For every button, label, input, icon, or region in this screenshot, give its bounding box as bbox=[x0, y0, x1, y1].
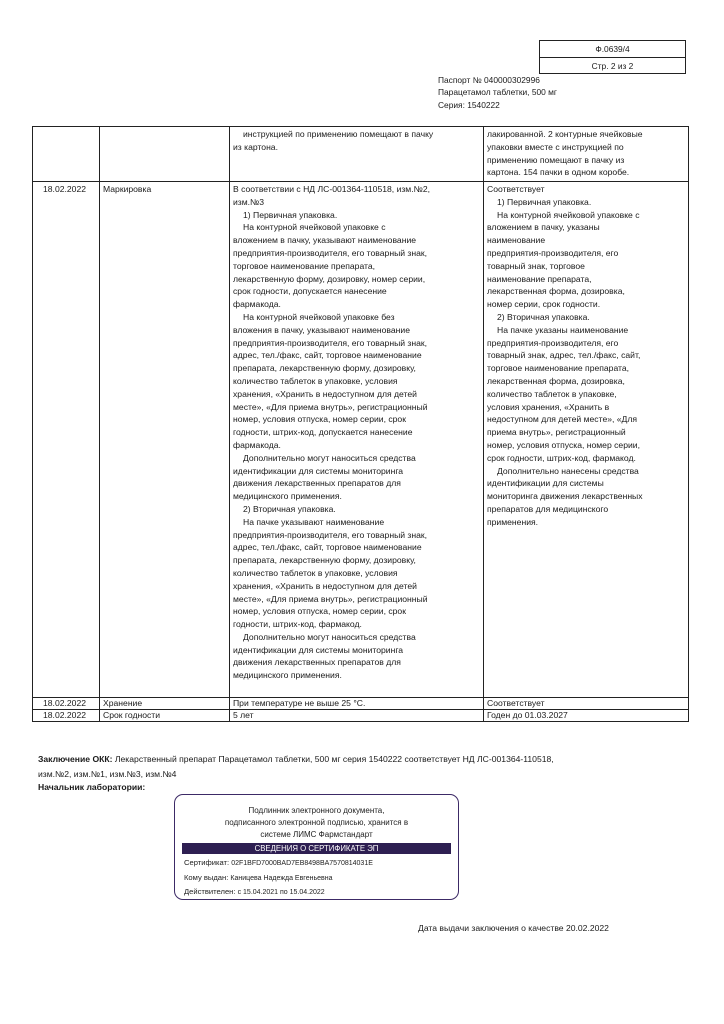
requirement-text: 1) Первичная упаковка. bbox=[243, 209, 338, 220]
result-text: 2) Вторичная упаковка. bbox=[497, 311, 590, 322]
passport-block bbox=[438, 74, 557, 111]
issued-to-label: Кому выдан: bbox=[184, 873, 231, 882]
requirement-text: На пачке указывают наименование предприятия-производителя, его товарный знак, адрес, тел./факс, сайт, торговое наименование препарата, лекарственную форму, дозировку, количество таблеток в упаковке, условия хранения, «Хранить в недоступном для детей месте», «Для приема внутрь», регистрационный номер, условия отпуска, номер серии, срок годности, штрих-код, фармакод. bbox=[233, 516, 428, 630]
valid-value: с 15.04.2021 по 15.04.2022 bbox=[237, 889, 325, 896]
certificate-line bbox=[184, 857, 373, 869]
result-cell: Соответствует bbox=[484, 698, 689, 710]
conclusion bbox=[38, 752, 678, 782]
result-text: На контурной ячейковой упаковке с вложением в пачку, указаны наименование предприятия-производителя, его товарный знак, торговое наименование препарата, лекарственная форма, дозировка, номер серии, срок годности. bbox=[487, 209, 640, 310]
stamp-text: Подлинник электронного документа, подписанного электронной подписью, хранится в системе ЛИМС Фармстандарт bbox=[224, 806, 409, 839]
result-text: Дополнительно нанесены средства идентификации для системы мониторинга движения лекарственных препаратов для медицинского применения. bbox=[487, 465, 643, 527]
requirement-cell: При температуре не выше 25 °C. bbox=[230, 698, 484, 710]
requirement-text: инструкцией по применению помещают в пачку из картона. bbox=[233, 129, 434, 152]
certificate-value: 02F1BFD7000BAD7EB8498BA7570814031E bbox=[231, 860, 373, 867]
result-text: На пачке указаны наименование предприятия-производителя, его товарный знак, адрес, тел./факс, сайт, торговое наименование препарата, лекарственная форма, дозировка, количество таблеток в упаковке, условия хранения, «Хранить в недоступном для детей месте», «Для приема внутрь», регистрационный номер, условия отпуска, номер серии, срок годности, штрих-код, фармакод. bbox=[487, 324, 641, 463]
table-row bbox=[33, 182, 689, 698]
table-row bbox=[33, 710, 689, 722]
result-text: лакированной. 2 контурные ячейковые упаковки вместе с инструкцией по применению помещают в пачку из картона. 154 пачки в одном коробе. bbox=[487, 129, 643, 178]
requirement-cell bbox=[230, 127, 484, 182]
issued-to-value: Каницева Надежда Евгеньевна bbox=[230, 875, 333, 882]
date-cell: 18.02.2022 bbox=[33, 698, 100, 710]
issued-to-line bbox=[184, 872, 333, 884]
name-cell bbox=[100, 127, 230, 182]
passport-number: Паспорт № 040000302996 bbox=[438, 75, 540, 85]
requirement-text: Дополнительно могут наноситься средства идентификации для системы мониторинга движения лекарственных препаратов для медицинского применения. bbox=[233, 452, 416, 502]
result-cell: Годен до 01.03.2027 bbox=[484, 710, 689, 722]
name-cell: Маркировка bbox=[100, 182, 230, 698]
form-code-box bbox=[539, 40, 686, 74]
series-number: Серия: 1540222 bbox=[438, 99, 500, 110]
table-row bbox=[33, 698, 689, 710]
result-cell bbox=[484, 182, 689, 698]
requirement-cell: 5 лет bbox=[230, 710, 484, 722]
e-signature-stamp bbox=[174, 794, 459, 900]
date-cell: 18.02.2022 bbox=[33, 710, 100, 722]
date-cell: 18.02.2022 bbox=[33, 182, 100, 698]
name-cell: Хранение bbox=[100, 698, 230, 710]
date-cell bbox=[33, 127, 100, 182]
certificate-label: Сертификат: bbox=[184, 858, 232, 867]
requirement-cell bbox=[230, 182, 484, 698]
requirement-text: На контурной ячейковой упаковке без вложения в пачку, указывают наименование предприятия-производителя, его товарный знак, адрес, тел./факс, сайт, торговое наименование препарата, лекарственную форму, дозировку, количество таблеток в упаковке, условия хранения, «Хранить в недоступном для детей месте», «Для приема внутрь», регистрационный номер, условия отпуска, номер серии, срок годности, штрих-код, допускается нанесение фармакода. bbox=[233, 311, 428, 450]
result-text: Соответствует bbox=[487, 184, 545, 194]
table-row bbox=[33, 127, 689, 182]
product-name: Парацетамол таблетки, 500 мг bbox=[438, 87, 557, 98]
page-number: Стр. 2 из 2 bbox=[591, 61, 634, 71]
issue-date: Дата выдачи заключения о качестве 20.02.2022 bbox=[418, 923, 609, 933]
lab-head-label: Начальник лаборатории: bbox=[38, 782, 146, 792]
requirement-text: Дополнительно могут наноситься средства идентификации для системы мониторинга движения лекарственных препаратов для медицинского применения. bbox=[233, 631, 416, 681]
result-cell bbox=[484, 127, 689, 182]
conclusion-label: Заключение ОКК: bbox=[38, 754, 113, 764]
conclusion-text: Лекарственный препарат Парацетамол таблетки, 500 мг серия 1540222 соответствует НД ЛС-001364-110518, изм.№2, изм.№1, изм.№3, изм.№4 bbox=[38, 754, 554, 779]
requirement-text: На контурной ячейковой упаковке с вложением в пачку, указывают наименование предприятия-производителя, его товарный знак, торговое наименование препарата, лекарственную форму, дозировку, номер серии, срок годности, допускается нанесение фармакода. bbox=[233, 222, 428, 310]
valid-label: Действителен: bbox=[184, 887, 238, 896]
result-text: 1) Первичная упаковка. bbox=[497, 196, 592, 207]
test-results-table bbox=[32, 126, 689, 722]
stamp-bar: СВЕДЕНИЯ О СЕРТИФИКАТЕ ЭП bbox=[182, 843, 451, 854]
form-code: Ф.0639/4 bbox=[540, 41, 685, 58]
requirement-text: В соответствии с НД ЛС-001364-110518, изм.№2, изм.№3 bbox=[233, 184, 430, 207]
name-cell: Срок годности bbox=[100, 710, 230, 722]
requirement-text: 2) Вторичная упаковка. bbox=[243, 503, 336, 514]
valid-line bbox=[184, 886, 325, 898]
